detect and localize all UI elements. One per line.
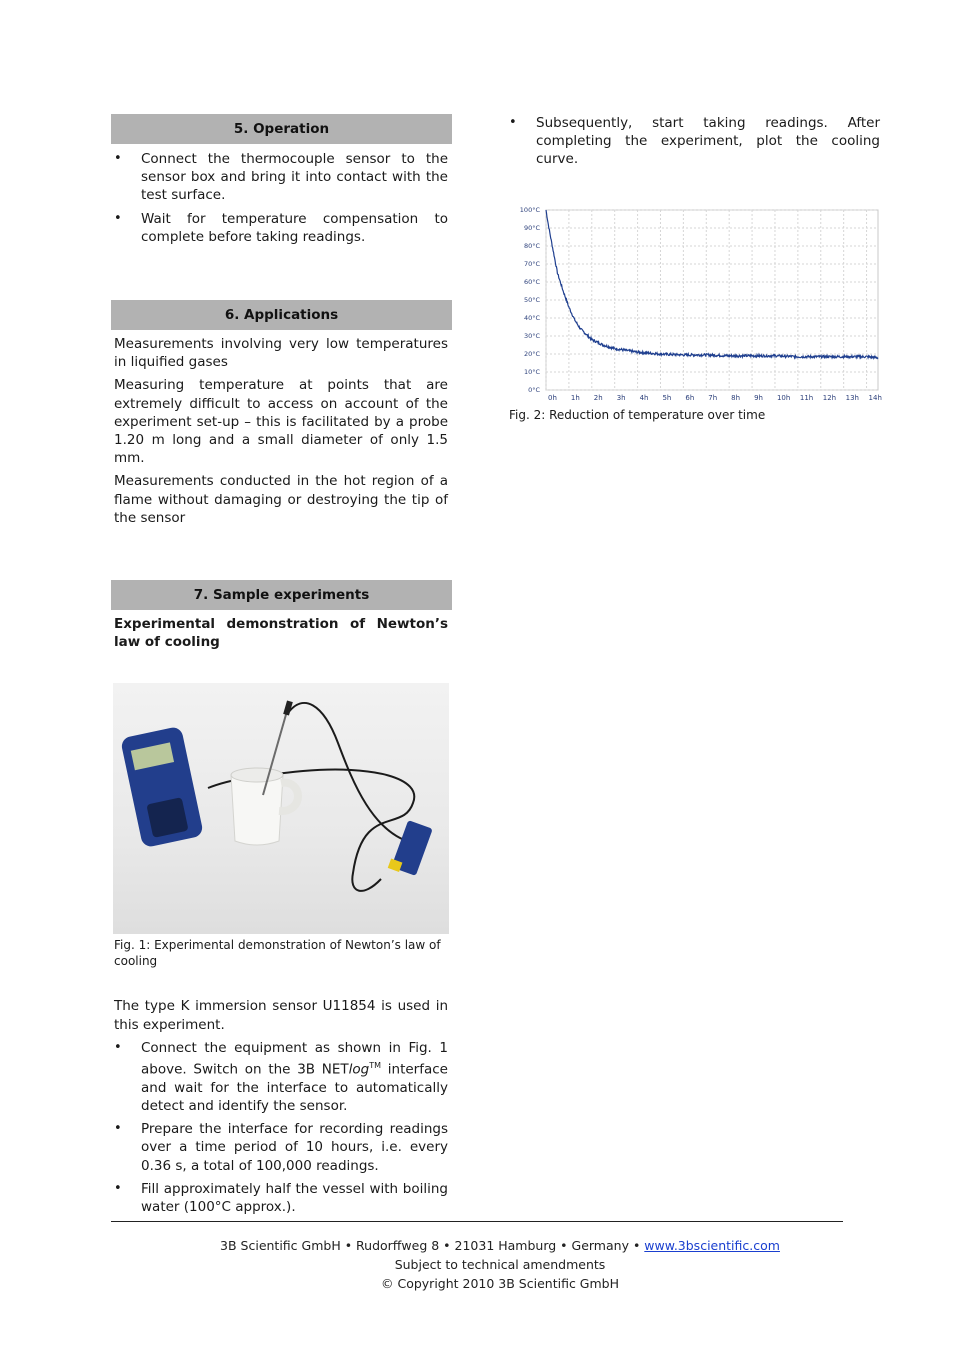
left-column bbox=[111, 114, 452, 1221]
chart-x-tick-label: 2h bbox=[593, 393, 603, 402]
chart-y-tick-labels bbox=[520, 206, 541, 394]
section-heading-operation: 5. Operation bbox=[111, 114, 452, 144]
right-column bbox=[506, 114, 884, 423]
mug bbox=[231, 768, 298, 845]
chart-y-tick-label: 50°C bbox=[523, 295, 540, 304]
website-link[interactable]: www.3bscientific.com bbox=[644, 1238, 780, 1253]
experiment-photo-illustration bbox=[113, 683, 449, 934]
chart-y-tick-label: 40°C bbox=[523, 313, 540, 322]
fig2-caption: Fig. 2: Reduction of temperature over time bbox=[509, 407, 766, 422]
applications-paragraph-1: Measurements involving very low temperatures in liquified gases bbox=[114, 336, 448, 371]
footer-amendments: Subject to technical amendments bbox=[394, 1257, 606, 1272]
chart-y-tick-label: 0°C bbox=[528, 385, 540, 394]
chart-y-tick-label: 80°C bbox=[523, 241, 540, 250]
footer bbox=[111, 1236, 889, 1293]
operation-list bbox=[111, 150, 452, 246]
section-heading-sample-experiments: 7. Sample experiments bbox=[111, 580, 452, 610]
experiment-photo bbox=[113, 683, 449, 934]
chart-x-tick-label: 4h bbox=[639, 393, 649, 402]
chart-x-tick-label: 7h bbox=[708, 393, 718, 402]
chart-y-tick-label: 30°C bbox=[523, 331, 540, 340]
chart-x-tick-label: 5h bbox=[662, 393, 672, 402]
chart-x-tick-label: 9h bbox=[754, 393, 763, 402]
chart-x-tick-label: 13h bbox=[845, 393, 859, 402]
experiment-steps bbox=[111, 1039, 452, 1216]
chart-x-tick-label: 11h bbox=[799, 393, 814, 402]
chart-x-tick-label: 10h bbox=[776, 393, 791, 402]
experiment-subheading: Experimental demonstration of Newton’s law of cooling bbox=[114, 616, 448, 651]
chart-x-tick-label: 14h bbox=[868, 393, 882, 402]
chart-y-tick-label: 70°C bbox=[523, 259, 540, 268]
chart-grid bbox=[546, 210, 878, 390]
chart-y-tick-label: 10°C bbox=[523, 367, 540, 376]
section-heading-applications: 6. Applications bbox=[111, 300, 452, 330]
experiment-intro: The type K immersion sensor U11854 is used in this experiment. bbox=[114, 998, 448, 1033]
sensor-box bbox=[388, 821, 433, 877]
chart-y-tick-label: 60°C bbox=[523, 277, 540, 286]
operation-bullet-1: • Connect the thermocouple sensor to the sensor box and bring it into contact with the test surface. bbox=[111, 150, 452, 205]
chart-x-tick-label: 6h bbox=[685, 393, 695, 402]
footer-address-line: 3B Scientific GmbH • Rudorffweg 8 • 21031 Hamburg • Germany • www.3bscientific.com bbox=[220, 1238, 780, 1253]
cooling-curve-chart bbox=[506, 198, 884, 404]
experiment-step-1: • Connect the equipment as shown in Fig. 1 above. Switch on the 3B NETlog™ interface and wait for the interface to automatically detect and identify the sensor. bbox=[111, 1039, 452, 1115]
applications-paragraph-3: Measurements conducted in the hot region of a flame without damaging or destroying the tip of the sensor bbox=[114, 473, 448, 526]
chart-x-tick-label: 1h bbox=[570, 393, 580, 402]
experiment-steps-continued bbox=[506, 114, 884, 169]
meter-device bbox=[120, 726, 204, 848]
chart-x-tick-labels bbox=[548, 394, 882, 402]
applications-paragraph-2: Measuring temperature at points that are extremely difficult to access on account of the experiment set-up – this is facilitated by a probe 1.20 m long and a small diameter of only 1.5 mm. bbox=[114, 377, 448, 467]
chart-x-tick-label: 0h bbox=[548, 393, 557, 402]
chart-x-tick-label: 8h bbox=[731, 393, 741, 402]
applications-body bbox=[111, 335, 452, 527]
experiment-step-4: • Subsequently, start taking readings. After completing the experiment, plot the cooling curve. bbox=[506, 114, 884, 169]
chart-x-tick-label: 3h bbox=[616, 393, 626, 402]
chart-y-tick-label: 90°C bbox=[523, 223, 540, 232]
fig1-caption: Fig. 1: Experimental demonstration of Newton’s law of cooling bbox=[114, 938, 441, 968]
footer-copyright: © Copyright 2010 3B Scientific GmbH bbox=[381, 1276, 619, 1291]
experiment-step-2: • Prepare the interface for recording readings over a time period of 10 hours, i.e. every 0.36 s, a total of 100,000 readings. bbox=[111, 1120, 452, 1175]
chart-y-tick-label: 100°C bbox=[519, 205, 540, 214]
operation-bullet-2: • Wait for temperature compensation to complete before taking readings. bbox=[111, 210, 452, 246]
chart-x-tick-label: 12h bbox=[822, 393, 837, 402]
chart-y-tick-label: 20°C bbox=[523, 349, 540, 358]
experiment-step-3: • Fill approximately half the vessel with boiling water (100°C approx.). bbox=[111, 1180, 452, 1216]
footer-divider bbox=[111, 1221, 843, 1222]
